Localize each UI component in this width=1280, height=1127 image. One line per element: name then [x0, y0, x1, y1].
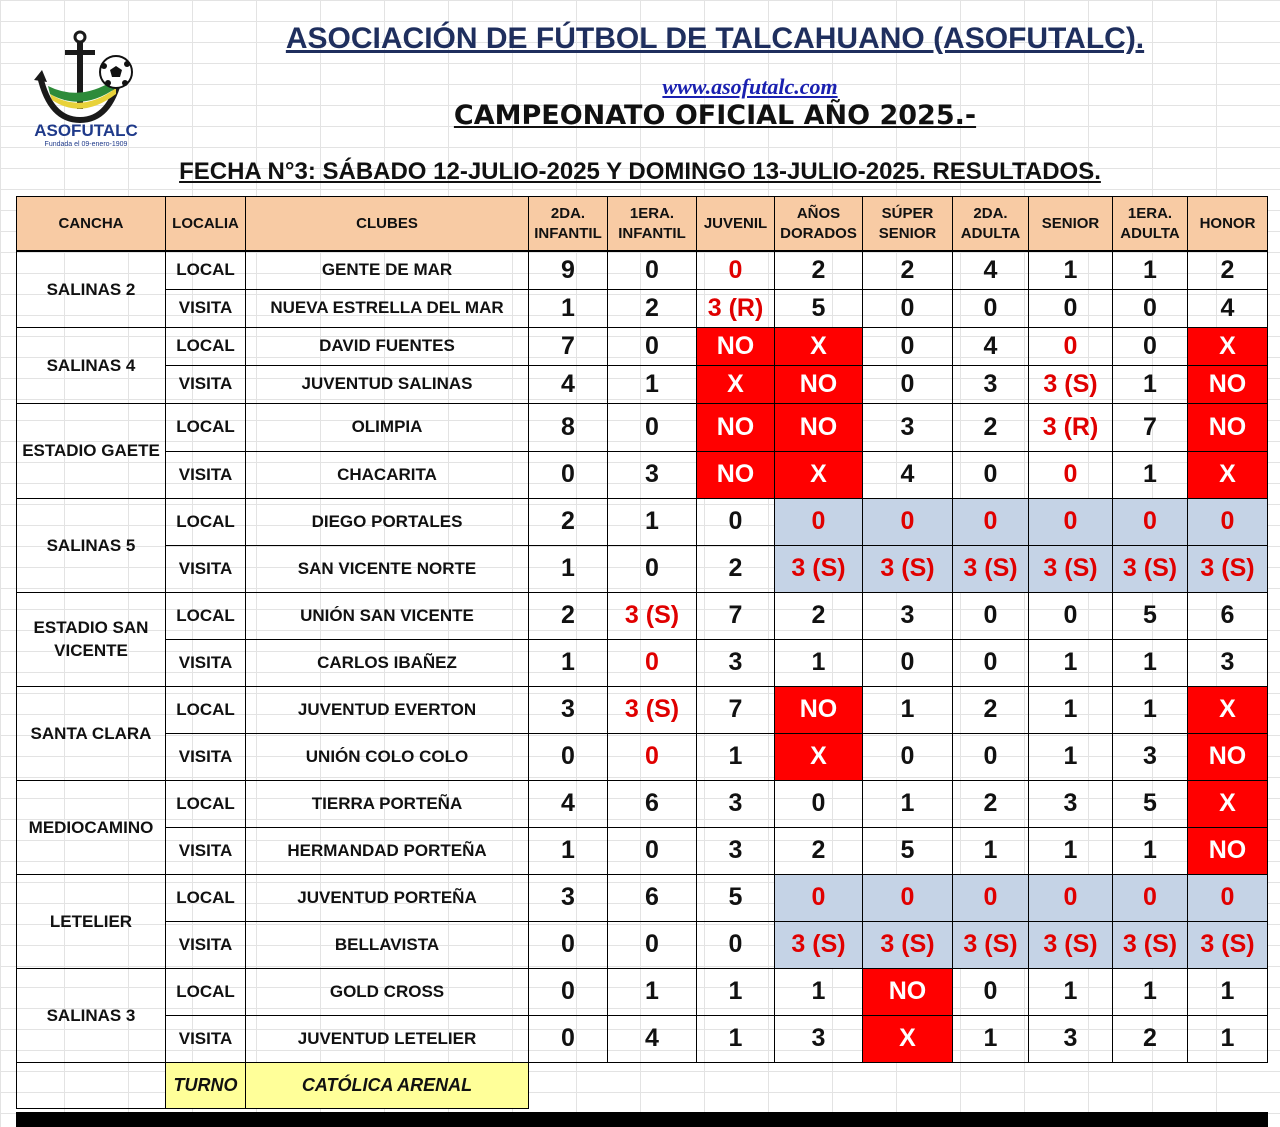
asofutalc-logo [30, 28, 142, 150]
score-cell: 0 [697, 498, 775, 545]
score-cell: 5 [1113, 592, 1188, 639]
turno-label: TURNO [166, 1062, 246, 1108]
score-cell: 1 [1113, 251, 1188, 289]
score-cell: 2 [1188, 251, 1268, 289]
cancha-cell: SALINAS 5 [17, 498, 166, 592]
score-cell: 3 (S) [863, 921, 953, 968]
score-cell: X [775, 733, 863, 780]
col-header-honor: HONOR [1188, 197, 1268, 252]
localia-cell: VISITA [166, 451, 246, 498]
score-cell: 0 [775, 498, 863, 545]
score-cell: 1 [1029, 686, 1113, 733]
fecha-heading: FECHA N°3: SÁBADO 12-JULIO-2025 Y DOMINGO 13-JULIO-2025. RESULTADOS. [179, 158, 1101, 185]
soccer-ball-icon [100, 56, 132, 88]
club-name: SAN VICENTE NORTE [246, 545, 529, 592]
score-cell: 1 [775, 968, 863, 1015]
score-cell: 3 (S) [1029, 545, 1113, 592]
col-header-clubes: CLUBES [246, 197, 529, 252]
club-name: OLIMPIA [246, 403, 529, 451]
score-cell: 3 (S) [953, 545, 1029, 592]
localia-cell: LOCAL [166, 403, 246, 451]
score-cell: 9 [529, 251, 608, 289]
score-cell: 2 [863, 251, 953, 289]
score-cell: 0 [863, 639, 953, 686]
score-cell: 0 [953, 968, 1029, 1015]
score-cell: 0 [697, 921, 775, 968]
localia-cell: LOCAL [166, 686, 246, 733]
score-cell: 2 [775, 827, 863, 874]
score-cell: 5 [697, 874, 775, 921]
localia-cell: VISITA [166, 365, 246, 403]
score-cell: 0 [1113, 498, 1188, 545]
localia-cell: LOCAL [166, 327, 246, 365]
score-cell: 3 (S) [608, 686, 697, 733]
score-cell: 0 [863, 874, 953, 921]
col-header-cancha: CANCHA [17, 197, 166, 252]
score-cell: 2 [697, 545, 775, 592]
localia-cell: LOCAL [166, 874, 246, 921]
table-row [17, 968, 1268, 1015]
col-header-super-senior: SÚPER SENIOR [863, 197, 953, 252]
score-cell: 7 [529, 327, 608, 365]
score-cell: 2 [529, 498, 608, 545]
score-cell: 1 [1029, 639, 1113, 686]
cancha-cell: ESTADIO GAETE [17, 403, 166, 498]
score-cell: 3 [775, 1015, 863, 1062]
score-cell: 1 [608, 365, 697, 403]
score-cell: X [1188, 451, 1268, 498]
score-cell: X [697, 365, 775, 403]
table-row [17, 874, 1268, 921]
score-cell: NO [863, 968, 953, 1015]
score-cell: 1 [1113, 827, 1188, 874]
score-cell: 0 [953, 639, 1029, 686]
score-cell: 5 [775, 289, 863, 327]
score-cell: 3 (S) [1113, 545, 1188, 592]
score-cell: 7 [697, 592, 775, 639]
table-row [17, 639, 1268, 686]
score-cell: 1 [1029, 968, 1113, 1015]
score-cell: 0 [608, 403, 697, 451]
score-cell: 3 (S) [1188, 545, 1268, 592]
score-cell: 6 [608, 874, 697, 921]
localia-cell: VISITA [166, 1015, 246, 1062]
score-cell: 1 [863, 780, 953, 827]
score-cell: 0 [1029, 874, 1113, 921]
score-cell: 4 [529, 365, 608, 403]
cancha-cell: MEDIOCAMINO [17, 780, 166, 874]
score-cell: 1 [529, 827, 608, 874]
localia-cell: VISITA [166, 289, 246, 327]
score-cell: 0 [775, 780, 863, 827]
score-cell: 4 [1188, 289, 1268, 327]
col-header-1era-adulta: 1ERA. ADULTA [1113, 197, 1188, 252]
score-cell: 4 [608, 1015, 697, 1062]
logo-tagline: Fundada el 09-enero-1909 [44, 141, 128, 148]
table-row [17, 327, 1268, 365]
score-cell: 0 [529, 733, 608, 780]
score-cell: 4 [863, 451, 953, 498]
club-name: DIEGO PORTALES [246, 498, 529, 545]
score-cell: 1 [1188, 1015, 1268, 1062]
score-cell: 0 [953, 592, 1029, 639]
score-cell: 1 [608, 968, 697, 1015]
table-row [17, 498, 1268, 545]
score-cell: 6 [608, 780, 697, 827]
score-cell: 1 [953, 1015, 1029, 1062]
score-cell: 2 [775, 592, 863, 639]
turno-empty-cell [17, 1062, 166, 1108]
score-cell: NO [1188, 403, 1268, 451]
table-row [17, 921, 1268, 968]
club-name: UNIÓN SAN VICENTE [246, 592, 529, 639]
score-cell: 2 [953, 686, 1029, 733]
score-cell: 2 [953, 780, 1029, 827]
score-cell: 3 (S) [953, 921, 1029, 968]
results-table [16, 196, 1268, 1109]
bottom-border-bar [16, 1112, 1268, 1127]
table-row [17, 545, 1268, 592]
score-cell: 0 [529, 921, 608, 968]
score-cell: 0 [953, 498, 1029, 545]
score-cell: 0 [1113, 874, 1188, 921]
score-cell: 1 [863, 686, 953, 733]
score-cell: 1 [1113, 639, 1188, 686]
website-link[interactable]: www.asofutalc.com [662, 74, 838, 99]
score-cell: 0 [863, 327, 953, 365]
turno-row [17, 1062, 1268, 1108]
score-cell: 8 [529, 403, 608, 451]
score-cell: 3 (S) [775, 921, 863, 968]
score-cell: 3 [1029, 780, 1113, 827]
score-cell: 3 [608, 451, 697, 498]
club-name: DAVID FUENTES [246, 327, 529, 365]
score-cell: 0 [863, 498, 953, 545]
score-cell: 1 [529, 289, 608, 327]
club-name: HERMANDAD PORTEÑA [246, 827, 529, 874]
score-cell: 3 (S) [1029, 921, 1113, 968]
score-cell: 1 [608, 498, 697, 545]
score-cell: 0 [1188, 874, 1268, 921]
localia-cell: VISITA [166, 921, 246, 968]
score-cell: 3 [1113, 733, 1188, 780]
score-cell: 0 [608, 545, 697, 592]
cancha-cell: LETELIER [17, 874, 166, 968]
club-name: JUVENTUD PORTEÑA [246, 874, 529, 921]
score-cell: 0 [1188, 498, 1268, 545]
score-cell: 3 [1029, 1015, 1113, 1062]
score-cell: 3 [697, 780, 775, 827]
score-cell: 0 [529, 1015, 608, 1062]
localia-cell: VISITA [166, 827, 246, 874]
score-cell: 1 [1113, 968, 1188, 1015]
score-cell: 0 [863, 733, 953, 780]
score-cell: 0 [529, 968, 608, 1015]
club-name: CARLOS IBAÑEZ [246, 639, 529, 686]
score-cell: 1 [697, 968, 775, 1015]
score-cell: 1 [1029, 827, 1113, 874]
table-row [17, 403, 1268, 451]
cancha-cell: SALINAS 2 [17, 251, 166, 327]
col-header-senior: SENIOR [1029, 197, 1113, 252]
score-cell: 3 [953, 365, 1029, 403]
club-name: CHACARITA [246, 451, 529, 498]
score-cell: 0 [1029, 327, 1113, 365]
table-row [17, 827, 1268, 874]
score-cell: 1 [1029, 733, 1113, 780]
club-name: JUVENTUD EVERTON [246, 686, 529, 733]
score-cell: 0 [608, 827, 697, 874]
score-cell: 2 [529, 592, 608, 639]
score-cell: 1 [775, 639, 863, 686]
logo-text: ASOFUTALC [34, 121, 138, 140]
score-cell: 7 [697, 686, 775, 733]
score-cell: NO [1188, 365, 1268, 403]
score-cell: 3 (S) [608, 592, 697, 639]
score-cell: 0 [863, 289, 953, 327]
header-row [17, 197, 1268, 252]
cancha-cell: SALINAS 3 [17, 968, 166, 1062]
localia-cell: LOCAL [166, 251, 246, 289]
score-cell: NO [1188, 827, 1268, 874]
score-cell: 4 [953, 327, 1029, 365]
score-cell: 7 [1113, 403, 1188, 451]
score-cell: X [1188, 780, 1268, 827]
table-row [17, 365, 1268, 403]
score-cell: X [863, 1015, 953, 1062]
col-header-localia: LOCALIA [166, 197, 246, 252]
score-cell: X [1188, 686, 1268, 733]
score-cell: 0 [608, 327, 697, 365]
score-cell: 3 (S) [1188, 921, 1268, 968]
score-cell: 1 [697, 1015, 775, 1062]
club-name: NUEVA ESTRELLA DEL MAR [246, 289, 529, 327]
score-cell: 3 [529, 686, 608, 733]
score-cell: 0 [529, 451, 608, 498]
score-cell: 0 [1029, 498, 1113, 545]
score-cell: NO [775, 686, 863, 733]
score-cell: 3 (R) [697, 289, 775, 327]
score-cell: 4 [953, 251, 1029, 289]
score-cell: 1 [529, 545, 608, 592]
score-cell: X [775, 451, 863, 498]
score-cell: 0 [1029, 451, 1113, 498]
score-cell: 0 [863, 365, 953, 403]
score-cell: 2 [953, 403, 1029, 451]
table-row [17, 780, 1268, 827]
score-cell: 1 [1113, 365, 1188, 403]
score-cell: 1 [1188, 968, 1268, 1015]
score-cell: 1 [529, 639, 608, 686]
score-cell: NO [775, 403, 863, 451]
club-name: JUVENTUD LETELIER [246, 1015, 529, 1062]
score-cell: X [775, 327, 863, 365]
table-row [17, 251, 1268, 289]
score-cell: NO [775, 365, 863, 403]
score-cell: 4 [529, 780, 608, 827]
col-header-2da-adulta: 2DA. ADULTA [953, 197, 1029, 252]
localia-cell: LOCAL [166, 498, 246, 545]
club-name: BELLAVISTA [246, 921, 529, 968]
table-row [17, 1015, 1268, 1062]
score-cell: 3 [863, 403, 953, 451]
score-cell: 0 [608, 639, 697, 686]
score-cell: 5 [863, 827, 953, 874]
score-cell: 1 [1113, 686, 1188, 733]
localia-cell: VISITA [166, 733, 246, 780]
club-name: TIERRA PORTEÑA [246, 780, 529, 827]
score-cell: 1 [1113, 451, 1188, 498]
score-cell: 0 [1029, 289, 1113, 327]
score-cell: 1 [697, 733, 775, 780]
score-cell: 3 (S) [1029, 365, 1113, 403]
score-cell: 3 (S) [863, 545, 953, 592]
turno-blank [529, 1062, 1268, 1108]
score-cell: NO [697, 451, 775, 498]
club-name: JUVENTUD SALINAS [246, 365, 529, 403]
localia-cell: VISITA [166, 639, 246, 686]
score-cell: 0 [953, 874, 1029, 921]
cancha-cell: ESTADIO SAN VICENTE [17, 592, 166, 686]
score-cell: NO [697, 327, 775, 365]
club-name: UNIÓN COLO COLO [246, 733, 529, 780]
score-cell: 3 [697, 639, 775, 686]
localia-cell: LOCAL [166, 968, 246, 1015]
club-name: GENTE DE MAR [246, 251, 529, 289]
localia-cell: VISITA [166, 545, 246, 592]
score-cell: 0 [608, 733, 697, 780]
score-cell: 0 [1029, 592, 1113, 639]
localia-cell: LOCAL [166, 592, 246, 639]
score-cell: 0 [608, 251, 697, 289]
localia-cell: LOCAL [166, 780, 246, 827]
cancha-cell: SANTA CLARA [17, 686, 166, 780]
table-row [17, 289, 1268, 327]
score-cell: 5 [1113, 780, 1188, 827]
score-cell: 0 [1113, 289, 1188, 327]
table-row [17, 733, 1268, 780]
cancha-cell: SALINAS 4 [17, 327, 166, 403]
score-cell: 3 (S) [1113, 921, 1188, 968]
championship-subtitle: CAMPEONATO OFICIAL AÑO 2025.- [453, 100, 977, 131]
score-cell: 0 [775, 874, 863, 921]
score-cell: 3 (R) [1029, 403, 1113, 451]
table-row [17, 592, 1268, 639]
score-cell: 3 [529, 874, 608, 921]
table-row [17, 686, 1268, 733]
col-header-1era-infantil: 1ERA. INFANTIL [608, 197, 697, 252]
score-cell: 0 [953, 733, 1029, 780]
score-cell: 3 [697, 827, 775, 874]
score-cell: 2 [1113, 1015, 1188, 1062]
table-row [17, 451, 1268, 498]
col-header-2da-infantil: 2DA. INFANTIL [529, 197, 608, 252]
score-cell: X [1188, 327, 1268, 365]
page-title: ASOCIACIÓN DE FÚTBOL DE TALCAHUANO (ASOFUTALC). [285, 22, 1145, 55]
score-cell: NO [1188, 733, 1268, 780]
score-cell: 0 [953, 289, 1029, 327]
score-cell: 1 [953, 827, 1029, 874]
score-cell: 3 [1188, 639, 1268, 686]
score-cell: 2 [608, 289, 697, 327]
score-cell: 0 [697, 251, 775, 289]
score-cell: 0 [608, 921, 697, 968]
score-cell: 3 (S) [775, 545, 863, 592]
score-cell: 0 [953, 451, 1029, 498]
score-cell: 3 [863, 592, 953, 639]
turno-club: CATÓLICA ARENAL [246, 1062, 529, 1108]
score-cell: 0 [1113, 327, 1188, 365]
score-cell: 6 [1188, 592, 1268, 639]
col-header-juvenil: JUVENIL [697, 197, 775, 252]
score-cell: NO [697, 403, 775, 451]
club-name: GOLD CROSS [246, 968, 529, 1015]
score-cell: 1 [1029, 251, 1113, 289]
col-header-anos-dorados: AÑOS DORADOS [775, 197, 863, 252]
score-cell: 2 [775, 251, 863, 289]
